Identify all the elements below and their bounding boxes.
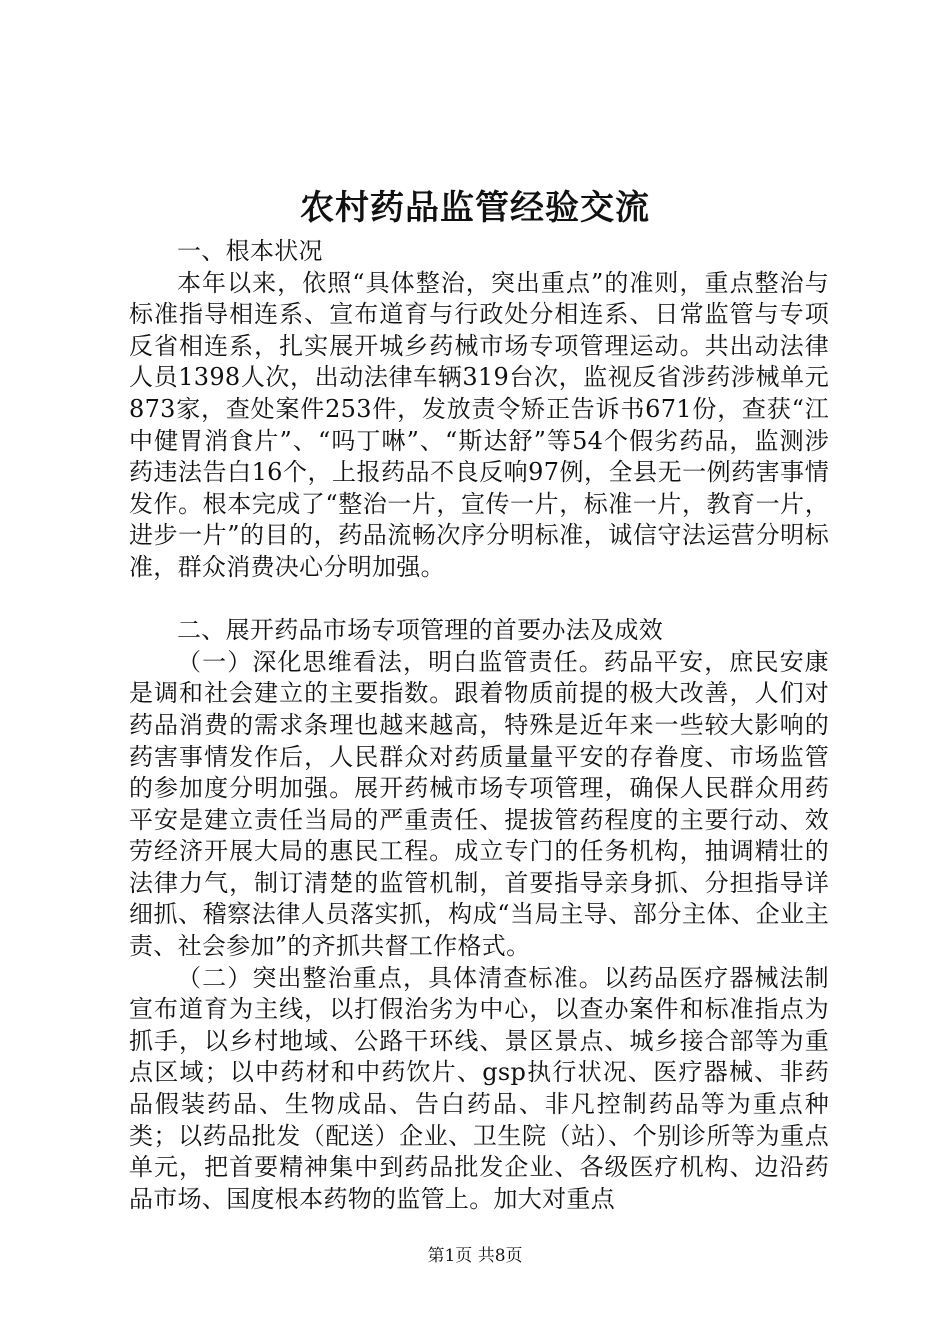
body-paragraph: 本年以来，依照“具体整治，突出重点”的准则，重点整治与标准指导相连系、宣布道育与行政处分相连系、日常监管与专项反省相连系，扎实展开城乡药械市场专项管理运动。共出动法律人员1398人次，出动法律车辆319台次，监视反省涉药涉械单元873家，查处案件253件，发放责令矫正告诉书671份，查获“江中健胃消食片”、“吗丁啉”、“斯达舒”等54个假劣药品，监测涉药违法告白16个，上报药品不良反响97例，全县无一例药害事情发作。根本完成了“整治一片，宣传一片，标准一片，教育一片，进步一片”的目的，药品流畅次序分明标准，诚信守法运营分明标准，群众消费决心分明加强。 (129, 268, 829, 581)
section-heading-basic-situation: 一、根本状况 (177, 237, 323, 265)
body-paragraph: （一）深化思维看法，明白监管责任。药品平安，庶民安康是调和社会建立的主要指数。跟着物质前提的极大改善，人们对药品消费的需求条理也越来越高，特殊是近年来一些较大影响的药害事情发作后，人民群众对药质量量平安的存眷度、市场监管的参加度分明加强。展开药械市场专项管理，确保人民群众用药平安是建立责任当局的严重责任、提拔管药程度的主要行动、效劳经济开展大局的惠民工程。成立专门的任务机构，抽调精壮的法律力气，制订清楚的监管机制，首要指导亲身抓、分担指导详细抓、稽察法律人员落实抓，构成“当局主导、部分主体、企业主责、社会参加”的齐抓共督工作格式。 (129, 647, 829, 961)
document-body (129, 236, 829, 1215)
section-heading-measures: 二、展开药品市场专项管理的首要办法及成效 (177, 616, 663, 645)
document-title: 农村药品监管经验交流 (300, 188, 650, 228)
page-number-footer: 第1页 共8页 (427, 1246, 523, 1266)
body-paragraph: （二）突出整治重点，具体清查标准。以药品医疗器械法制宣布道育为主线，以打假治劣为中心，以查办案件和标准指点为抓手，以乡村地域、公路干环线、景区景点、城乡接合部等为重点区域；以中药材和中药饮片、gsp执行状况、医疗器械、非药品假装药品、生物成品、告白药品、非凡控制药品等为重点种类；以药品批发（配送）企业、卫生院（站）、个别诊所等为重点单元，把首要精神集中到药品批发企业、各级医疗机构、边沿药品市场、国度根本药物的监管上。加大对重点 (129, 963, 829, 1213)
